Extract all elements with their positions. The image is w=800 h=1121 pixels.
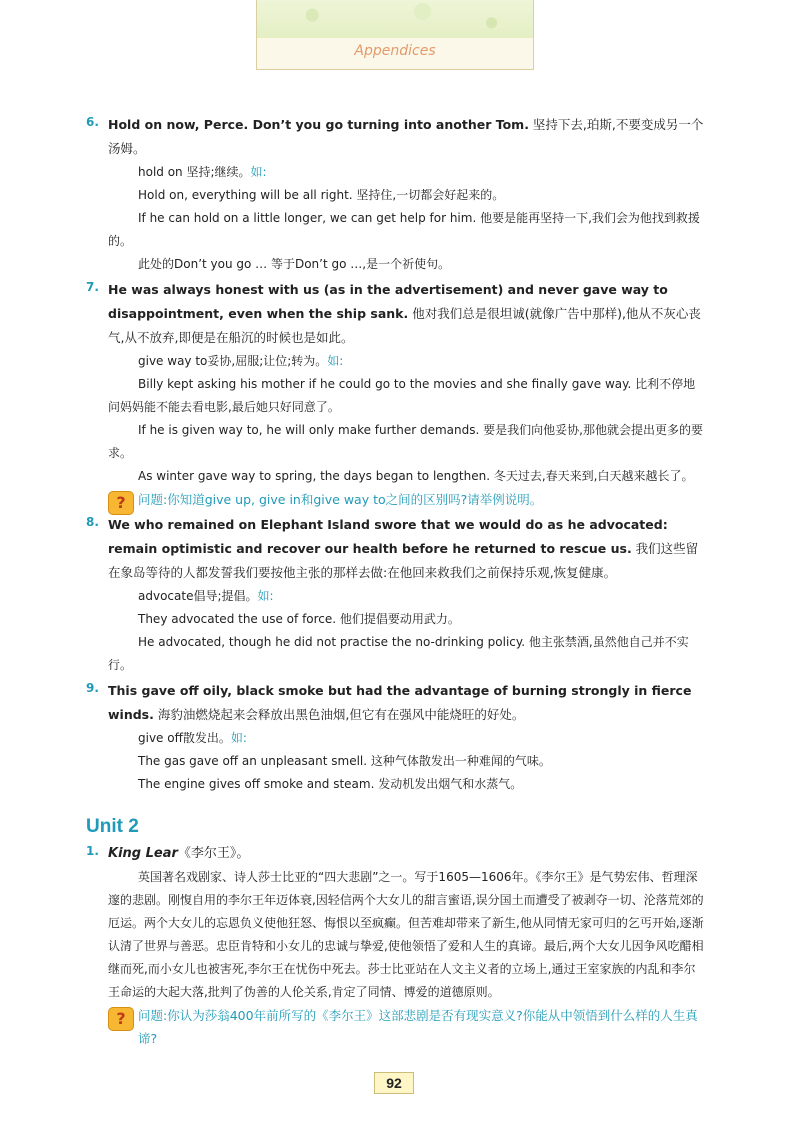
item-number: 7. xyxy=(86,280,99,294)
sentence-en: This gave off oily, black smoke but had the advantage of burning strongly in fierce winds. xyxy=(108,683,692,722)
phrase-line xyxy=(108,727,706,750)
description-paragraph: 英国著名戏剧家、诗人莎士比亚的“四大悲剧”之一。写于1605—1606年。《李尔王》是气势宏伟、哲理深邃的悲剧。刚愎自用的李尔王年迈体衰,因轻信两个大女儿的甜言蜜语,误分国土而遭受了被剥夺一切、沦落荒郊的厄运。两个大女儿的忘恩负义使他狂怒、悔恨以至疯癫。但苦难却带来了新生,他从同情无家可归的乞丐开始,逐渐认清了世界与善恶。忠臣肯特和小女儿的忠诚与挚爱,使他领悟了爱和人生的真谛。最后,两个大女儿因争风吃醋相继而死,而小女儿也被害死,李尔王在忧伤中死去。莎士比亚站在人文主义者的立场上,通过王室家族的内乱和李尔王命运的大起大落,批判了伪善的人伦关系,肯定了同情、博爱的道德原则。 xyxy=(108,870,704,999)
header-pattern xyxy=(257,0,533,38)
header-title: Appendices xyxy=(354,43,436,59)
header-band xyxy=(256,0,534,70)
sentence-en: Hold on now, Perce. Don’t you go turning into another Tom. xyxy=(108,117,529,132)
sentence-zh: 我们这些留在象岛等待的人都发誓我们要按他主张的那样去做:在他回来救我们之前保持乐观,恢复健康。 xyxy=(108,541,699,580)
example-marker: 如: xyxy=(230,731,247,745)
note-item-7 xyxy=(86,278,706,511)
sentence-en: He was always honest with us (as in the advertisement) and never gave way to disappointment, even when the ship sank. xyxy=(108,282,668,321)
example-line: Hold on, everything will be all right. 坚持住,一切都会好起来的。 xyxy=(138,188,505,202)
example-marker: 如: xyxy=(250,165,267,179)
title-zh: 《李尔王》。 xyxy=(177,846,250,861)
example-line: If he is given way to, he will only make further demands. 要是我们向他妥协,那他就会提出更多的要求。 xyxy=(108,423,703,460)
note-line: 此处的Don’t you go … 等于Don’t go …,是一个祈使句。 xyxy=(138,257,451,271)
phrase-line xyxy=(108,161,706,184)
example-line: If he can hold on a little longer, we can get help for him. 他要是能再坚持一下,我们会为他找到救援的。 xyxy=(108,211,700,248)
key-sentence xyxy=(108,278,706,350)
work-title xyxy=(108,842,706,866)
example-line: The engine gives off smoke and steam. 发动机发出烟气和水蒸气。 xyxy=(138,777,523,791)
sentence-en: We who remained on Elephant Island swore that we would do as he advocated: remain optimistic and recover our health before he returned to rescue us. xyxy=(108,517,668,556)
example-marker: 如: xyxy=(327,354,344,368)
question-mark-icon: ? xyxy=(108,1007,134,1031)
note-item-8 xyxy=(86,513,706,677)
phrase-text: give off散发出。 xyxy=(138,731,231,745)
phrase-line xyxy=(108,585,706,608)
example-line: The gas gave off an unpleasant smell. 这种气体散发出一种难闻的气味。 xyxy=(138,754,551,768)
question-block xyxy=(108,488,706,511)
example-line: As winter gave way to spring, the days began to lengthen. 冬天过去,春天来到,白天越来越长了。 xyxy=(138,469,694,483)
question-text: 问题:你认为莎翁400年前所写的《李尔王》这部悲剧是否有现实意义?你能从中领悟到什么样的人生真谛? xyxy=(138,1008,698,1046)
question-mark-icon: ? xyxy=(108,491,134,515)
item-number: 9. xyxy=(86,681,99,695)
sentence-zh: 他对我们总是很坦诚(就像广告中那样),他从不灰心丧气,从不放弃,即便是在船沉的时候也是如此。 xyxy=(108,306,701,345)
title-en: King Lear xyxy=(108,846,178,861)
key-sentence xyxy=(108,113,706,161)
phrase-text: give way to妥协,屈服;让位;转为。 xyxy=(138,354,328,368)
note-item-6 xyxy=(86,113,706,276)
example-line: Billy kept asking his mother if he could go to the movies and she finally gave way. 比利不停地问妈妈能不能去看电影,最后她只好同意了。 xyxy=(108,377,696,414)
phrase-text: hold on 坚持;继续。 xyxy=(138,165,251,179)
key-sentence xyxy=(108,679,706,727)
sentence-zh: 坚持下去,珀斯,不要变成另一个汤姆。 xyxy=(108,117,704,156)
item-number: 1. xyxy=(86,844,99,858)
example-line: They advocated the use of force. 他们提倡要动用武力。 xyxy=(138,612,460,626)
sentence-zh: 海豹油燃烧起来会释放出黑色油烟,但它有在强风中能烧旺的好处。 xyxy=(153,707,525,722)
question-block xyxy=(108,1004,706,1050)
item-number: 6. xyxy=(86,115,99,129)
unit-heading: Unit 2 xyxy=(86,816,139,837)
page-number: 92 xyxy=(374,1072,414,1094)
question-text: 问题:你知道give up, give in和give way to之间的区别吗?请举例说明。 xyxy=(138,492,543,507)
note-item-9 xyxy=(86,679,706,796)
content xyxy=(86,113,706,1052)
key-sentence xyxy=(108,513,706,585)
phrase-line xyxy=(108,350,706,373)
phrase-text: advocate倡导;提倡。 xyxy=(138,589,258,603)
example-marker: 如: xyxy=(257,589,274,603)
note-item-unit2-1 xyxy=(86,842,706,1050)
item-number: 8. xyxy=(86,515,99,529)
example-line: He advocated, though he did not practise the no-drinking policy. 他主张禁酒,虽然他自己并不实行。 xyxy=(108,635,689,672)
